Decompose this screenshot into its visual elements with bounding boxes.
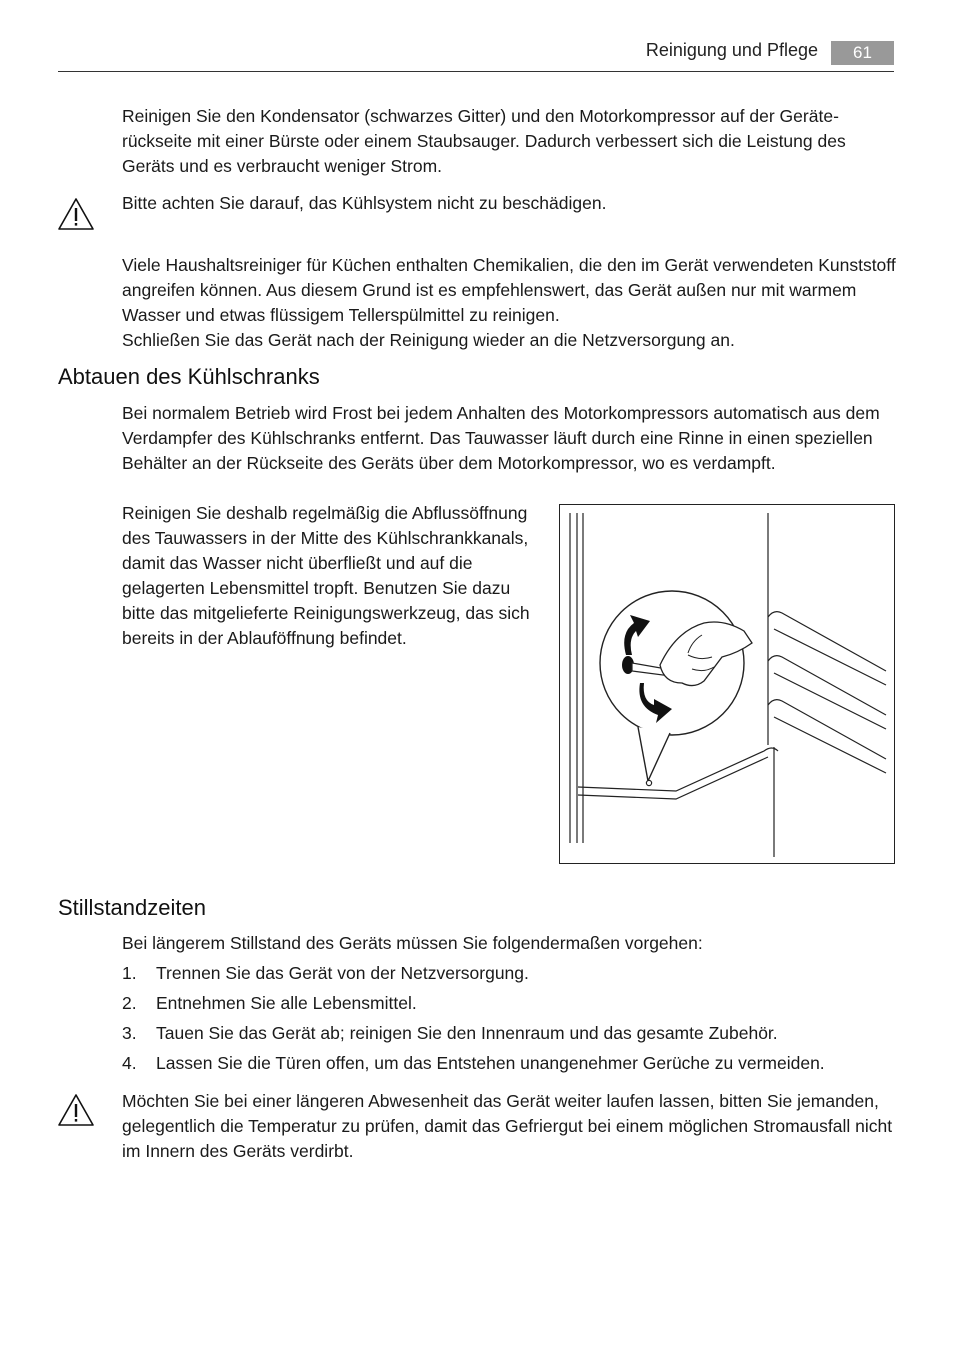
list-item-text: Entnehmen Sie alle Lebensmittel. — [156, 993, 417, 1013]
list-item — [122, 1051, 902, 1081]
list-item-text: Lassen Sie die Türen offen, um das Entstehen unangenehmer Gerüche zu vermeiden. — [156, 1053, 825, 1073]
drain-cleaning-illustration — [559, 504, 895, 864]
list-item — [122, 991, 902, 1021]
drain-cleaning-paragraph: Reinigen Sie deshalb regelmäßig die Abflussöffnung des Tauwassers in der Mitte des Kühlschrankkanals, damit das Wasser nicht überfließt und auf die gelagerten Lebensmittel tropft. Benutzen Sie dazu bitte das mitgelieferte Reinigungswerkzeug, das sich bereits in der Ablauföffnung befindet. — [122, 503, 530, 648]
standby-steps-list — [122, 961, 902, 1081]
standby-intro: Bei längerem Stillstand des Geräts müssen Sie folgendermaßen vorgehen: — [122, 933, 703, 953]
warning-triangle-icon — [57, 1093, 95, 1127]
heading-defrost: Abtauen des Kühlschranks — [58, 364, 320, 389]
list-item-text: Trennen Sie das Gerät von der Netzversorgung. — [156, 963, 529, 983]
illustration-svg — [560, 505, 894, 863]
header-section-title: Reinigung und Pflege — [645, 40, 818, 60]
reconnect-paragraph: Schließen Sie das Gerät nach der Reinigung wieder an die Netzversorgung an. — [122, 330, 735, 350]
header-divider — [58, 71, 894, 72]
warning-triangle-icon — [57, 197, 95, 231]
page-number: 61 — [831, 41, 894, 65]
intro-paragraph: Reinigen Sie den Kondensator (schwarzes Gitter) und den Motorkompressor auf der Geräterückseite mit einer Bürste oder einem Staubsauger. Dadurch verbessert sich die Leistung des Geräts und es verbraucht weniger Strom. — [122, 106, 846, 176]
list-item — [122, 1021, 902, 1051]
list-item-number: 2. — [122, 993, 137, 1013]
cleaning-paragraph: Viele Haushaltsreiniger für Küchen enthalten Chemikalien, die den im Gerät verwendeten Kunststoff angreifen können. Aus diesem Grund ist es empfehlenswert, das Gerät außen nur mit warmem Wasser und etwas flüssigem Tellerspülmittel zu reinigen. — [122, 255, 896, 325]
warning-text-cooling-system: Bitte achten Sie darauf, das Kühlsystem nicht zu beschädigen. — [122, 193, 607, 213]
list-item — [122, 961, 902, 991]
heading-standby: Stillstandzeiten — [58, 895, 206, 920]
warning-text-absence: Möchten Sie bei einer längeren Abwesenheit das Gerät weiter laufen lassen, bitten Sie jemanden, gelegentlich die Temperatur zu prüfen, damit das Gefriergut bei einem möglichen Stromausfall nicht im Innern des Geräts verdirbt. — [122, 1091, 893, 1161]
list-item-number: 4. — [122, 1053, 137, 1073]
defrost-paragraph: Bei normalem Betrieb wird Frost bei jedem Anhalten des Motorkompressors automatisch aus dem Verdampfer des Kühlschranks entfernt. Das Tauwasser läuft durch eine Rinne in einen speziellen Behälter an der Rückseite des Geräts über dem Motorkompressor, wo es verdampft. — [122, 403, 880, 473]
list-item-number: 1. — [122, 963, 137, 983]
list-item-text: Tauen Sie das Gerät ab; reinigen Sie den Innenraum und das gesamte Zubehör. — [156, 1023, 778, 1043]
list-item-number: 3. — [122, 1023, 137, 1043]
